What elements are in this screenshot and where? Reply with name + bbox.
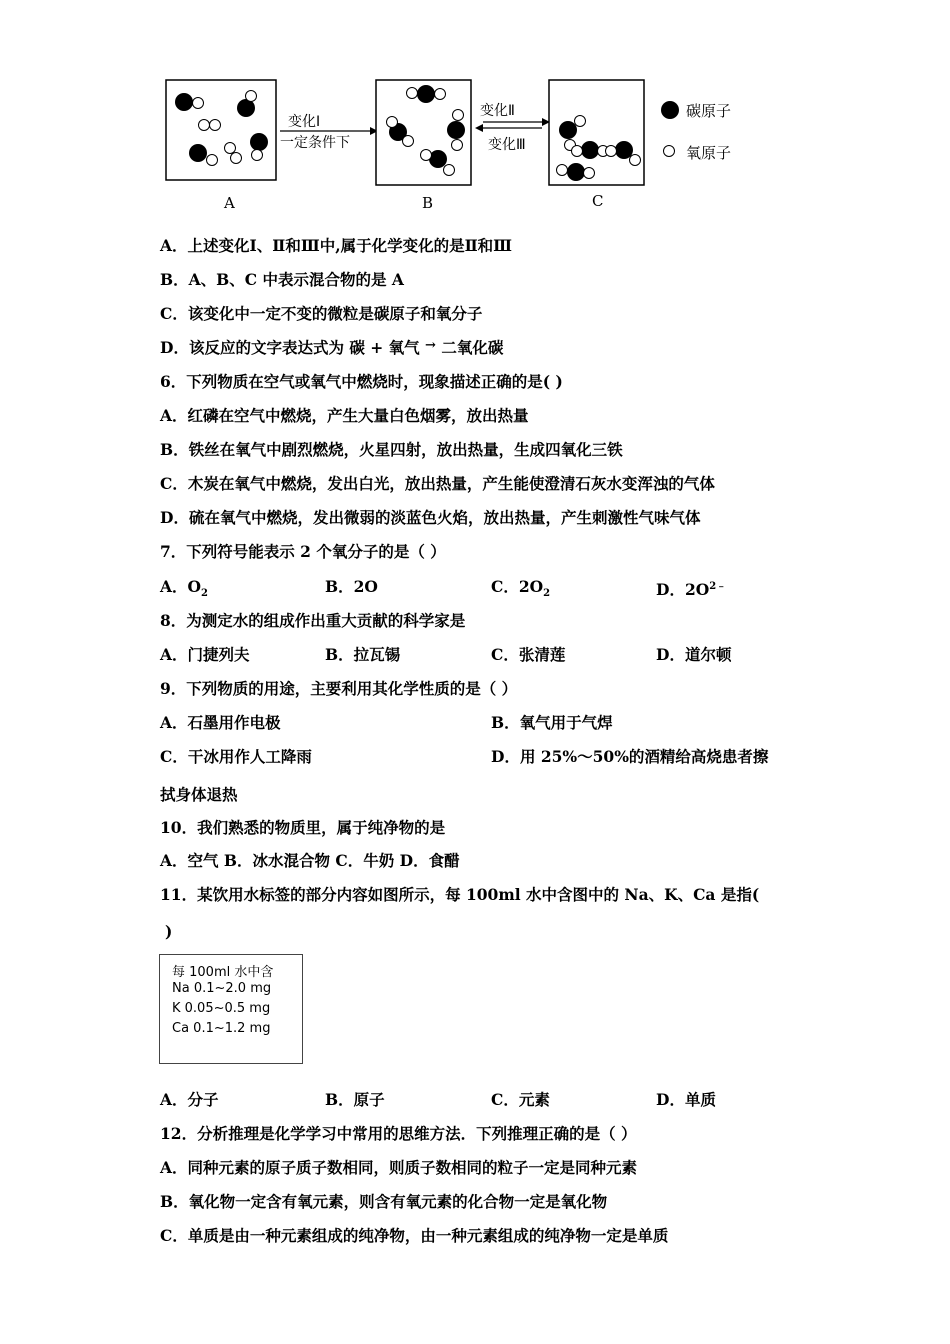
- q11-option-d: D．单质: [656, 1090, 716, 1109]
- q11-option-a: A．分子: [160, 1090, 219, 1109]
- oxygen-atom: [252, 150, 263, 161]
- q5-option-d-suffix: 二氧化碳: [441, 338, 504, 357]
- oxygen-atom: [435, 89, 446, 100]
- q9-option-d-continued: 拭身体退热: [160, 785, 238, 804]
- legend-oxygen-label: 氧原子: [686, 144, 732, 162]
- arrow-1-bottom-label: 一定条件下: [280, 135, 350, 151]
- oxygen-atom: [225, 143, 236, 154]
- q11-stem: 11．某饮用水标签的部分内容如图所示，每 100ml 水中含图中的 Na、K、Ca 是指(: [160, 885, 760, 904]
- carbon-atom: [429, 150, 447, 168]
- oxygen-atom: [575, 116, 586, 127]
- oxygen-atom: [246, 91, 257, 102]
- q6-option-b: B．铁丝在氧气中剧烈燃烧，火星四射，放出热量，生成四氧化三铁: [160, 440, 623, 459]
- q5-option-c: C．该变化中一定不变的微粒是碳原子和氧分子: [160, 304, 483, 323]
- q12-stem: 12．分析推理是化学学习中常用的思维方法．下列推理正确的是（ ）: [160, 1124, 637, 1143]
- carbon-atom: [417, 85, 435, 103]
- q6-option-d: D．硫在氧气中燃烧，发出微弱的淡蓝色火焰，放出热量，产生刺激性气味气体: [160, 508, 701, 527]
- legend-carbon-icon: [661, 101, 679, 119]
- box-c-caption: C: [592, 192, 604, 210]
- water-label-na: Na 0.1~2.0 mg: [172, 981, 272, 996]
- arrow-1-top-label: 变化Ⅰ: [288, 114, 321, 130]
- oxygen-atom: [606, 146, 617, 157]
- q5-option-b: B．A、B、C 中表示混合物的是 A: [160, 270, 404, 289]
- q8-option-c: C．张清莲: [491, 645, 566, 664]
- q9-option-a: A．石墨用作电极: [160, 713, 281, 732]
- box-a-caption: A: [224, 194, 235, 212]
- oxygen-atom: [421, 150, 432, 161]
- oxygen-atom: [207, 155, 218, 166]
- carbon-atom: [250, 133, 268, 151]
- q8-stem: 8．为测定水的组成作出重大贡献的科学家是: [160, 611, 466, 630]
- arrow-2-bottom-label: 变化Ⅲ: [488, 137, 526, 153]
- reaction-arrow: →: [425, 338, 436, 353]
- oxygen-atom: [572, 146, 583, 157]
- oxygen-atom: [453, 110, 464, 121]
- q9-option-b: B．氧气用于气焊: [491, 713, 613, 732]
- water-label-k: K 0.05~0.5 mg: [172, 1001, 271, 1016]
- water-label-box: [159, 954, 303, 1064]
- oxygen-atom: [403, 136, 414, 147]
- oxygen-atom: [387, 117, 398, 128]
- oxygen-atom: [584, 168, 595, 179]
- q11-option-b: B．原子: [325, 1090, 385, 1109]
- box-b-caption: B: [422, 194, 434, 212]
- water-label-title: 每 100ml 水中含: [172, 965, 274, 980]
- q9-stem: 9．下列物质的用途，主要利用其化学性质的是（ ）: [160, 679, 518, 698]
- carbon-atom: [189, 144, 207, 162]
- q8-option-a: A．门捷列夫: [160, 645, 250, 664]
- arrow-2-top-label: 变化Ⅱ: [480, 103, 515, 119]
- water-label-ca: Ca 0.1~1.2 mg: [172, 1021, 271, 1036]
- q10-stem: 10．我们熟悉的物质里，属于纯净物的是: [160, 818, 446, 837]
- oxygen-atom: [444, 165, 455, 176]
- oxygen-atom: [193, 98, 204, 109]
- oxygen-atom: [210, 120, 221, 131]
- q12-option-c: C．单质是由一种元素组成的纯净物，由一种元素组成的纯净物一定是单质: [160, 1226, 669, 1245]
- q10-options: A．空气 B．冰水混合物 C．牛奶 D．食醋: [160, 851, 460, 870]
- carbon-atom: [567, 163, 585, 181]
- legend-carbon-label: 碳原子: [686, 102, 732, 120]
- q5-option-d-prefix: D．该反应的文字表达式为 碳 + 氧气: [160, 338, 420, 357]
- particle-diagram: [160, 75, 760, 215]
- q9-option-d: D．用 25%～50%的酒精给高烧患者擦: [491, 747, 769, 766]
- q7-stem: 7．下列符号能表示 2 个氧分子的是（ ）: [160, 542, 446, 561]
- q6-option-a: A．红磷在空气中燃烧，产生大量白色烟雾，放出热量: [160, 406, 529, 425]
- carbon-atom: [447, 121, 465, 139]
- arrow-3-head: [475, 124, 483, 132]
- q11-option-c: C．元素: [491, 1090, 550, 1109]
- q11-stem-continued: ): [165, 922, 173, 941]
- q5-option-a: A．上述变化Ⅰ、Ⅱ和Ⅲ中,属于化学变化的是Ⅱ和Ⅲ: [160, 236, 513, 255]
- oxygen-atom: [557, 165, 568, 176]
- q7-option-d: D．$2O^{2﹣}$: [656, 580, 727, 600]
- carbon-atom: [559, 121, 577, 139]
- q9-option-c: C．干冰用作人工降雨: [160, 747, 312, 766]
- q5-option-d: [160, 338, 503, 360]
- q6-stem: 6．下列物质在空气或氧气中燃烧时，现象描述正确的是( ): [160, 372, 563, 391]
- q7-option-b: B．2O: [325, 577, 378, 596]
- q8-option-d: D．道尔顿: [656, 645, 732, 664]
- q7-option-c: C．$2O_2$: [491, 577, 551, 600]
- oxygen-atom: [452, 140, 463, 151]
- carbon-atom: [175, 93, 193, 111]
- oxygen-atom: [231, 153, 242, 164]
- carbon-atom: [581, 141, 599, 159]
- q6-option-c: C．木炭在氧气中燃烧，发出白光，放出热量，产生能使澄清石灰水变浑浊的气体: [160, 474, 715, 493]
- q12-option-a: A．同种元素的原子质子数相同，则质子数相同的粒子一定是同种元素: [160, 1158, 638, 1177]
- legend-oxygen-icon: [664, 146, 675, 157]
- oxygen-atom: [199, 120, 210, 131]
- oxygen-atom: [630, 155, 641, 166]
- q7-option-a: A．$O_2$: [160, 577, 208, 600]
- oxygen-atom: [407, 88, 418, 99]
- q8-option-b: B．拉瓦锡: [325, 645, 401, 664]
- q12-option-b: B．氧化物一定含有氧元素，则含有氧元素的化合物一定是氧化物: [160, 1192, 608, 1211]
